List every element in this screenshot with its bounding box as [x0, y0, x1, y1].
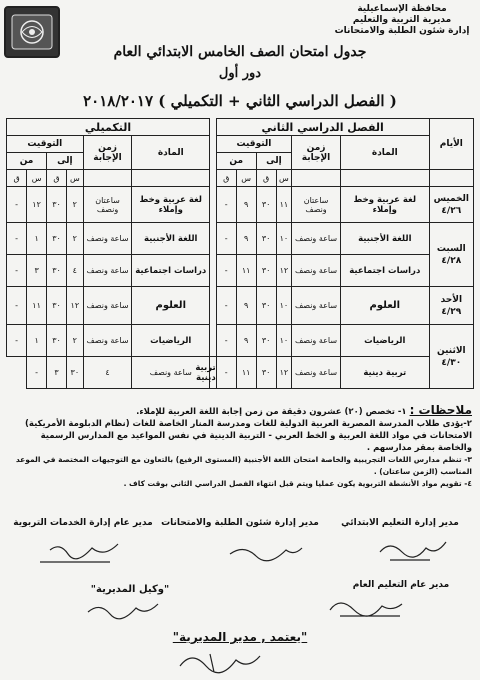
to-s-cell: ٢ [67, 223, 84, 255]
to-q-header: ق [256, 170, 276, 187]
to-s-cell: ٤ [67, 255, 84, 287]
from-s-cell: ٣ [47, 357, 67, 389]
to-q-cell: ٣٠ [67, 357, 84, 389]
from-s-cell: ٩ [236, 187, 256, 223]
subject-cell: دراسات اجتماعية [340, 255, 429, 287]
notes-label: ملاحظات : [409, 403, 472, 417]
duration-cell: ساعة ونصف [292, 255, 341, 287]
to-q-cell: ٣٠ [47, 187, 67, 223]
page-title: جدول امتحان الصف الخامس الابتدائي العام [113, 44, 367, 60]
table-row [7, 325, 474, 357]
from-q-cell: - [27, 357, 47, 389]
from-q-header: ق [7, 170, 27, 187]
to-q-cell: ٣٠ [47, 325, 67, 357]
duration-cell: ساعة ونصف [83, 287, 132, 325]
to-s-cell: ٤ [83, 357, 132, 389]
exam-schedule-table [6, 118, 474, 389]
from-s-cell: ١ [27, 223, 47, 255]
duration-cell: ساعتان ونصف [83, 187, 132, 223]
from-s-cell: ١١ [236, 357, 256, 389]
exam-round: دور أول [218, 66, 262, 81]
to-s-cell: ١٢ [276, 357, 292, 389]
from-s-header: س [236, 170, 256, 187]
from-q-cell: - [7, 287, 27, 325]
to-q-cell: ٣٠ [47, 223, 67, 255]
note-item: ٢-يؤدى طلاب المدرسة المصرية العربية الدولية للغات ومدرسة المنار الخاصة للغات (نظام الدبلومة الأمريكية) الامتحانات في مواد اللغة العربية و الخط العربي - التربية الدينية في نفس المواعيد مع المدارس الرسمية والخاصة بمقر مدارسهم . [25, 419, 472, 453]
day-cell: الأحد ٤/٢٩ [429, 287, 473, 325]
from-q-cell: - [7, 255, 27, 287]
from-s-header: س [27, 170, 47, 187]
duration-header-cont [292, 170, 341, 187]
handwritten-signatures [0, 530, 480, 570]
director-signature [170, 646, 290, 676]
from-s-cell: ١١ [236, 255, 256, 287]
subject-header: المادة [340, 136, 429, 170]
from-q-cell: - [216, 325, 236, 357]
subject-cell: لغة عربية وخط وإملاء [132, 187, 210, 223]
from-q-cell: - [7, 187, 27, 223]
duration-cell: ساعة ونصف [292, 357, 341, 389]
to-s-cell: ١١ [276, 187, 292, 223]
from-s-cell: ٩ [236, 223, 256, 255]
day-cell: السبت ٤/٢٨ [429, 223, 473, 287]
subject-cell: الرياضيات [132, 325, 210, 357]
to-header: إلى [256, 153, 291, 170]
to-s-header: س [67, 170, 84, 187]
ministry-emblem-icon [4, 6, 60, 58]
table-header-row-1 [7, 119, 474, 136]
from-s-cell: ١ [27, 325, 47, 357]
from-s-cell: ٣ [27, 255, 47, 287]
duration-header-cont [83, 170, 132, 187]
days-header: الأيام [429, 119, 473, 170]
student-affairs-director-title: مدير إدارة شئون الطلبة والامتحانات [161, 518, 319, 528]
duration-header: زمن الإجابة [83, 136, 132, 170]
subject-cell: تربية دينية [340, 357, 429, 389]
from-s-cell: ١٢ [27, 187, 47, 223]
from-s-cell: ٩ [236, 325, 256, 357]
from-q-cell: - [7, 325, 27, 357]
from-header: من [7, 153, 47, 170]
table-row [7, 287, 474, 325]
semester-title: ( الفصل الدراسي الثاني + التكميلي ) ٢٠١٨/٢٠١٧ [83, 92, 397, 110]
to-s-cell: ٢ [67, 325, 84, 357]
table-row [7, 255, 474, 287]
duration-cell: ساعة ونصف [292, 287, 341, 325]
to-q-header: ق [47, 170, 67, 187]
days-header-cont [429, 170, 473, 187]
table-row [7, 187, 474, 223]
header-line-directorate: مديرية التربية والتعليم [352, 15, 452, 25]
from-q-cell: - [216, 255, 236, 287]
from-q-cell: - [216, 223, 236, 255]
to-s-cell: ١٠ [276, 287, 292, 325]
approval-title: "يعتمد , مدير المديرية" [172, 630, 308, 644]
duration-cell: ساعة ونصف [83, 325, 132, 357]
duration-cell: ساعة ونصف [292, 325, 341, 357]
primary-director-title: مدير إدارة التعليم الابتدائي [341, 518, 459, 528]
to-q-cell: ٣٠ [256, 255, 276, 287]
subject-header-cont [340, 170, 429, 187]
timing-header: التوقيت [7, 136, 84, 153]
duration-cell: ساعة ونصف [132, 357, 210, 389]
from-header: من [216, 153, 256, 170]
to-q-cell: ٣٠ [47, 287, 67, 325]
subject-cell: تربية دينية [210, 357, 217, 389]
duration-cell: ساعة ونصف [292, 223, 341, 255]
table-row [7, 223, 474, 255]
supplementary-header: التكميلي [7, 119, 210, 136]
subject-cell: العلوم [132, 287, 210, 325]
header-line-governorate: محافظة الإسماعيلية [357, 4, 447, 14]
to-s-header: س [276, 170, 292, 187]
to-q-cell: ٣٠ [256, 287, 276, 325]
day-cell: الاثنين ٤/٣٠ [429, 325, 473, 389]
from-q-cell: - [216, 187, 236, 223]
subject-header-cont [132, 170, 210, 187]
header-line-department: إدارة شئون الطلبة والامتحانات [334, 26, 470, 36]
to-q-cell: ٣٠ [256, 357, 276, 389]
to-header: إلى [47, 153, 84, 170]
duration-cell: ساعتان ونصف [292, 187, 341, 223]
to-q-cell: ٣٠ [47, 255, 67, 287]
to-s-cell: ١٢ [67, 287, 84, 325]
from-q-cell: - [7, 223, 27, 255]
to-s-cell: ٢ [67, 187, 84, 223]
deputy-signature [80, 596, 190, 622]
timing-header: التوقيت [216, 136, 291, 153]
to-s-cell: ١٠ [276, 223, 292, 255]
note-item: ١- تخصص (٢٠) عشرون دقيقة من زمن إجابة اللغة العربية للإملاء. [136, 407, 407, 417]
from-q-header: ق [216, 170, 236, 187]
day-cell: الخميس ٤/٢٦ [429, 187, 473, 223]
table-header-row-4 [7, 170, 474, 187]
subject-cell: العلوم [340, 287, 429, 325]
header-block [332, 4, 472, 37]
general-education-director-title: مدير عام التعليم العام [352, 580, 450, 590]
subject-cell: الرياضيات [340, 325, 429, 357]
to-q-cell: ٣٠ [256, 325, 276, 357]
deputy-title: "وكيل المديرية" [90, 584, 170, 595]
note-item: ٤- تقويم مواد الأنشطة التربوية يكون عمليا ويتم قبل انتهاء الفصل الدراسي الثاني بوقت كاف . [123, 479, 472, 488]
duration-cell: ساعة ونصف [83, 255, 132, 287]
note-item: ٣- تنظم مدارس اللغات التجريبية والخاصة امتحان اللغة الأجنبية (المستوى الرفيع) بالتعاون مع التوجيهات المختصة في الموعد المناسب (الزمن ساعتان) . [15, 455, 472, 476]
subject-cell: لغة عربية وخط وإملاء [340, 187, 429, 223]
to-q-cell: ٣٠ [256, 187, 276, 223]
duration-header: زمن الإجابة [292, 136, 341, 170]
duration-cell: ساعة ونصف [83, 223, 132, 255]
subject-cell: دراسات اجتماعية [132, 255, 210, 287]
to-s-cell: ١٠ [276, 325, 292, 357]
general-director-signature [320, 592, 440, 622]
services-director-title: مدير عام إدارة الخدمات التربوية [13, 518, 153, 528]
subject-cell: اللغة الأجنبية [132, 223, 210, 255]
subject-header: المادة [132, 136, 210, 170]
from-q-cell: - [216, 357, 236, 389]
second-semester-header: الفصل الدراسي الثاني [216, 119, 429, 136]
from-q-cell: - [216, 287, 236, 325]
subject-cell: اللغة الأجنبية [340, 223, 429, 255]
from-s-cell: ٩ [236, 287, 256, 325]
to-s-cell: ١٢ [276, 255, 292, 287]
notes-section [8, 404, 472, 490]
table-header-row-2 [7, 136, 474, 153]
from-s-cell: ١١ [27, 287, 47, 325]
to-q-cell: ٣٠ [256, 223, 276, 255]
column-divider [210, 119, 217, 357]
table-row [7, 357, 474, 389]
